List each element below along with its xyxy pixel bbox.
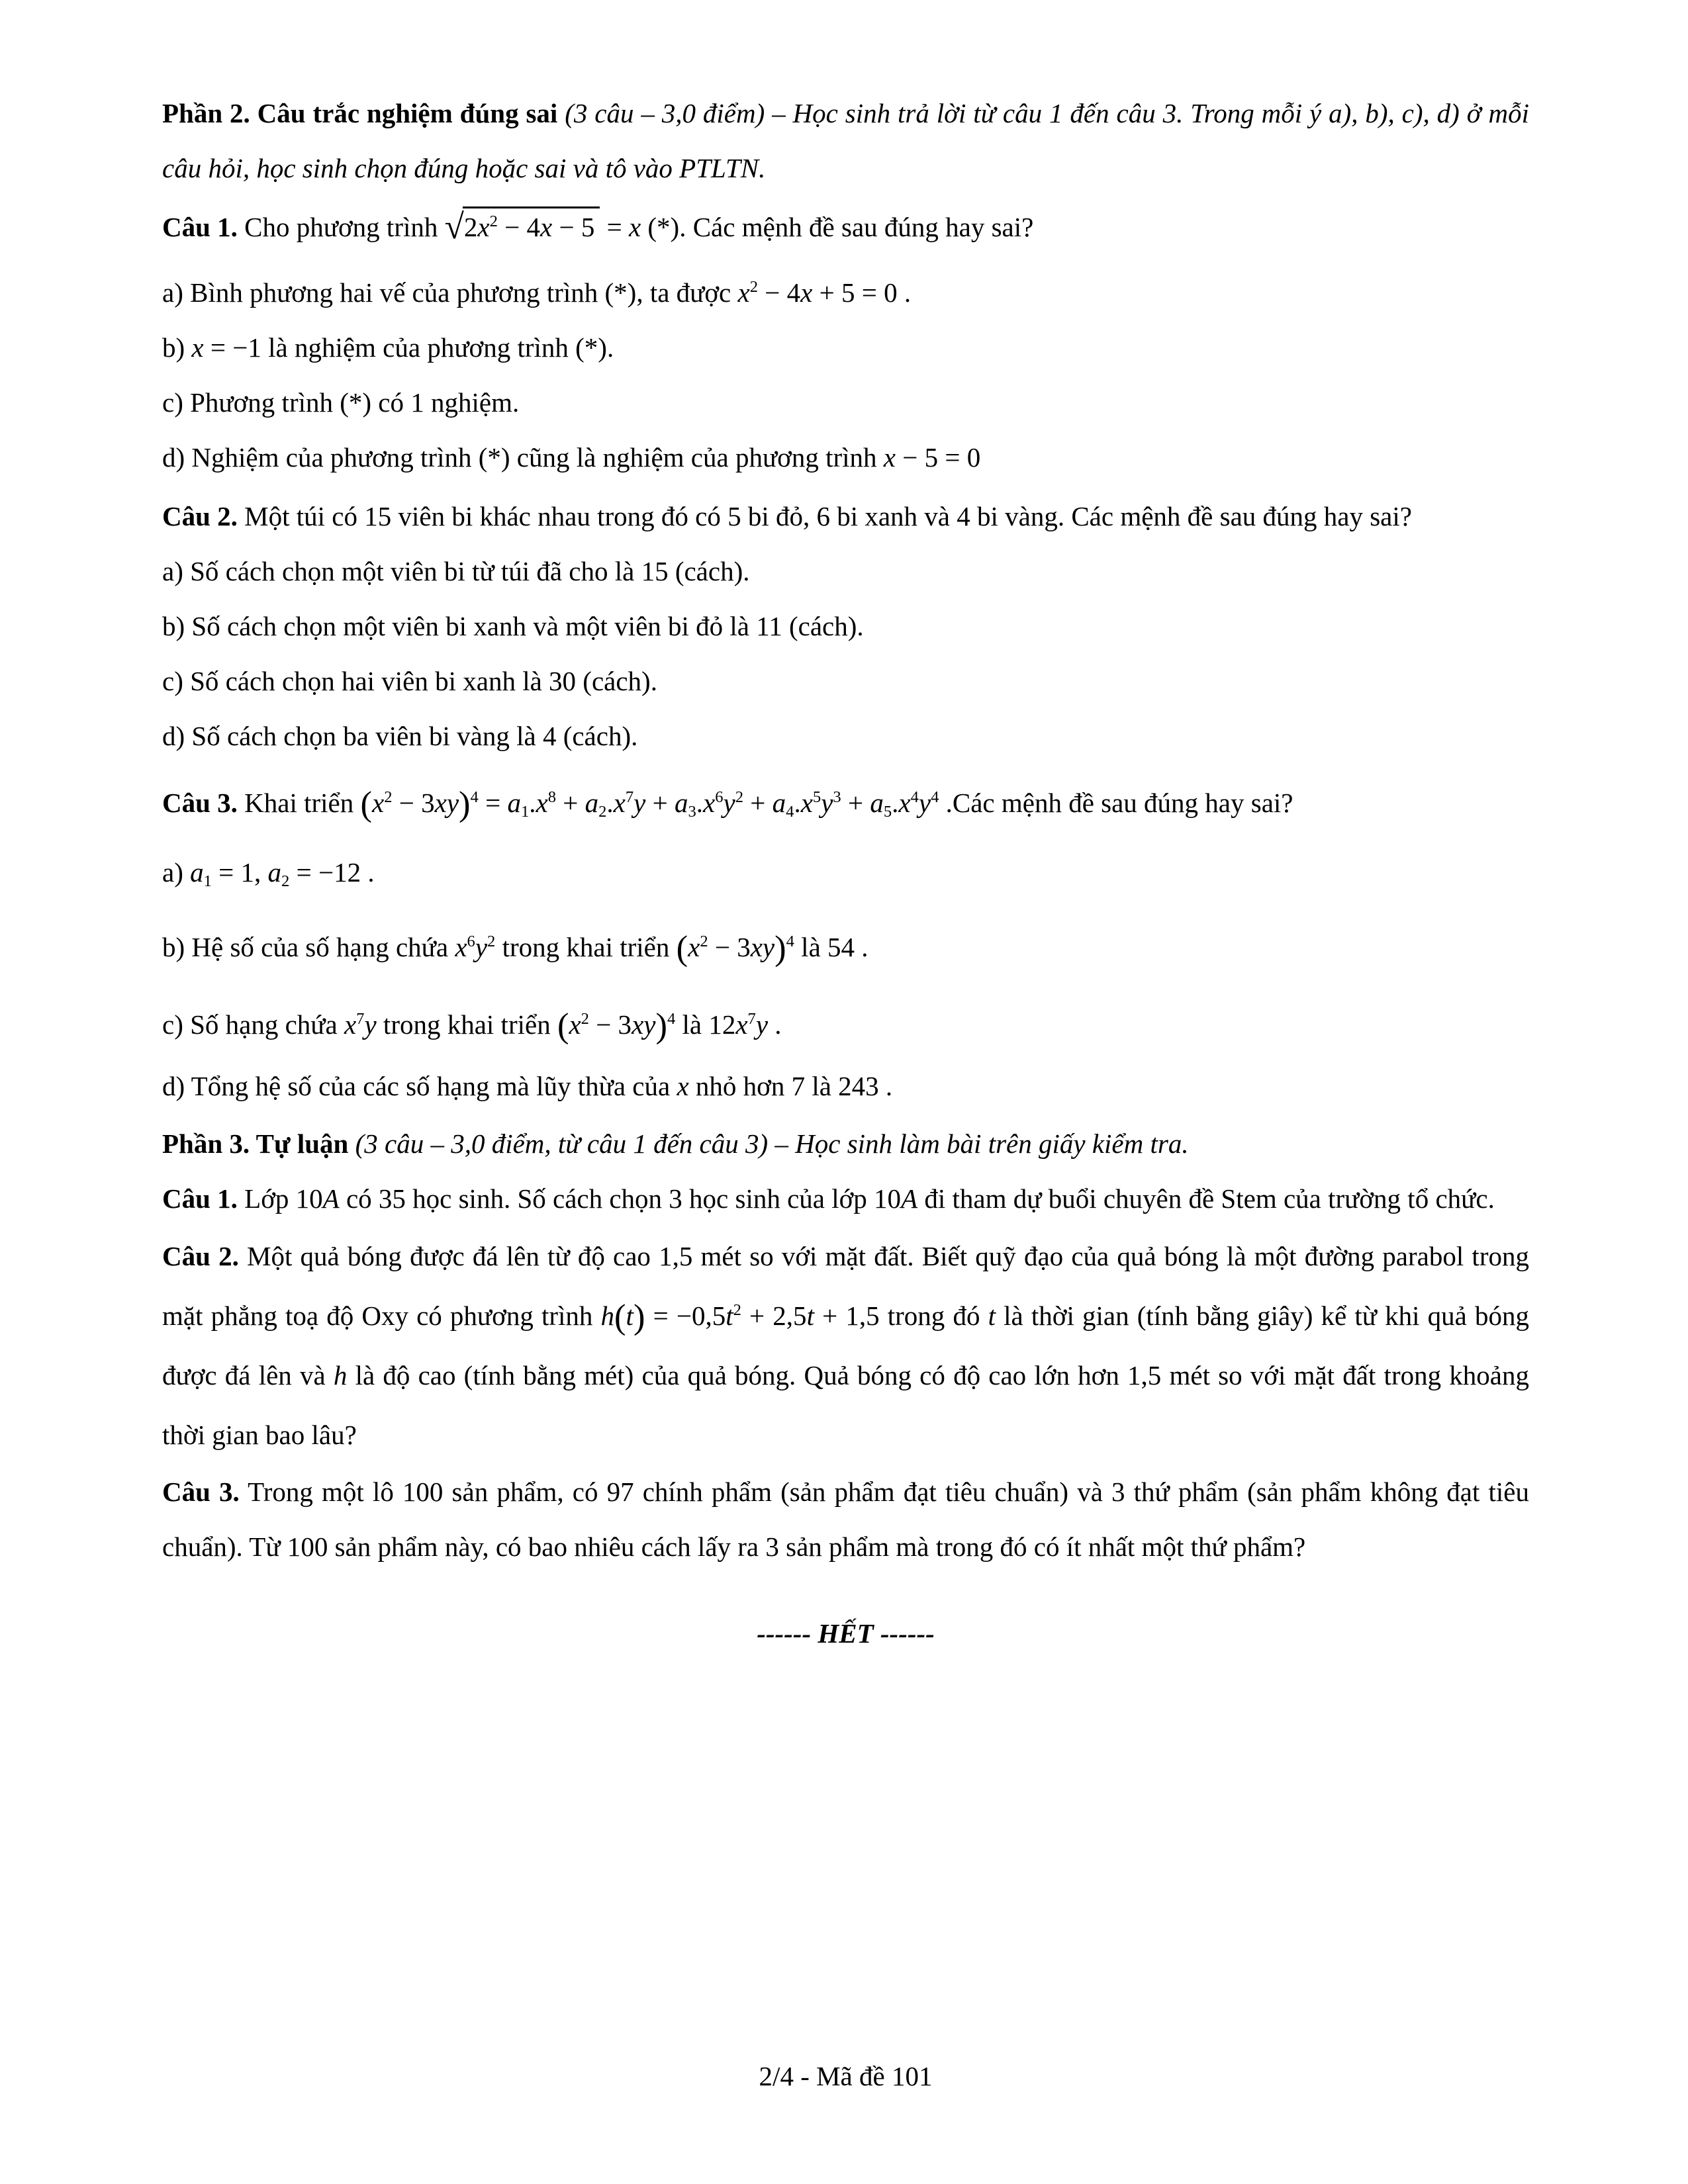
cau2-tn-item-c: c) Số cách chọn hai viên bi xanh là 30 (cách).: [162, 666, 657, 696]
cau3-tn-item-b: b) Hệ số của số hạng chứa $x^6y^2$ trong khai triển $(x^2 - 3xy)^4$ là 54 .: [162, 929, 868, 968]
cau2-tl-statement: Câu 2. Một quả bóng được đá lên từ độ cao 1,5 mét so với mặt đất. Biết quỹ đạo của quả bóng là một đường parabol trong mặt phẳng toạ độ Oxy có phương trình $h(t) = -0,5t^2 + 2,5t + 1,5$ trong đó t là thời gian (tính bằng giây) kể từ khi quả bóng được đá lên và h là độ cao (tính bằng mét) của quả bóng. Quả bóng có độ cao lớn hơn 1,5 mét so với mặt đất trong khoảng thời gian bao lâu?: [162, 1241, 1529, 1450]
cau3-tn-item-d: d) Tổng hệ số của các số hạng mà lũy thừa của x nhỏ hơn 7 là 243 .: [162, 1071, 893, 1101]
cau3-tn-item-a: a) $a_1 = 1$, $a_2 = -12$ .: [162, 857, 375, 890]
cau2-tn-item-b: b) Số cách chọn một viên bi xanh và một viên bi đỏ là 11 (cách).: [162, 611, 864, 641]
cau3-tn-statement: Câu 3. Khai triển $(x^2 - 3xy)^4 = a_1.x^8 + a_2.x^7y + a_3.x^6y^2 + a_4.x^5y^3 + a_5.x^4y^4$ .Các mệnh đề sau đúng hay sai?: [162, 785, 1293, 824]
cau1-tn-item-c: c) Phương trình (*) có 1 nghiệm.: [162, 387, 520, 418]
cau1-tn-statement: Câu 1. Cho phương trình $√2x^2 - 4x - 5 = x$ (*). Các mệnh đề sau đúng hay sai?: [162, 207, 1034, 247]
cau3-tl-statement: Câu 3. Trong một lô 100 sản phẩm, có 97 chính phẩm (sản phẩm đạt tiêu chuẩn) và 3 thứ phẩm (sản phẩm không đạt tiêu chuẩn). Từ 100 sản phẩm này, có bao nhiêu cách lấy ra 3 sản phẩm mà trong đó có ít nhất một thứ phẩm?: [162, 1477, 1529, 1562]
cau1-tn-item-a: a) Bình phương hai vế của phương trình (*), ta được $x^2 - 4x + 5 = 0$ .: [162, 277, 912, 308]
phan3-heading: Phần 3. Tự luận (3 câu – 3,0 điểm, từ câu 1 đến câu 3) – Học sinh làm bài trên giấy kiểm tra.: [162, 1128, 1189, 1159]
cau1-tl-statement: Câu 1. Lớp 10A có 35 học sinh. Số cách chọn 3 học sinh của lớp 10A đi tham dự buổi chuyên đề Stem của trường tổ chức.: [162, 1183, 1495, 1214]
phan2-heading: Phần 2. Câu trắc nghiệm đúng sai (3 câu – 3,0 điểm) – Học sinh trả lời từ câu 1 đến câu 3. Trong mỗi ý a), b), c), d) ở mỗi câu hỏi, học sinh chọn đúng hoặc sai và tô vào PTLTN.: [162, 98, 1529, 183]
cau3-tn-item-c: c) Số hạng chứa $x^7y$ trong khai triển $(x^2 - 3xy)^4$ là $12x^7y$ .: [162, 1007, 782, 1046]
cau1-tn-item-d: d) Nghiệm của phương trình (*) cũng là nghiệm của phương trình x − 5 = 0: [162, 442, 981, 473]
end-marker: ------ HẾT ------: [757, 1618, 935, 1649]
cau2-tn-item-d: d) Số cách chọn ba viên bi vàng là 4 (cách).: [162, 721, 638, 751]
page-number-footer: 2/4 - Mã đề 101: [759, 2061, 933, 2091]
cau2-tn-item-a: a) Số cách chọn một viên bi từ túi đã cho là 15 (cách).: [162, 556, 750, 586]
cau1-tn-item-b: b) x = −1 là nghiệm của phương trình (*).: [162, 332, 614, 363]
cau2-tn-statement: Câu 2. Một túi có 15 viên bi khác nhau trong đó có 5 bi đỏ, 6 bi xanh và 4 bi vàng. Các mệnh đề sau đúng hay sai?: [162, 501, 1412, 531]
document-body: [162, 86, 1529, 1661]
